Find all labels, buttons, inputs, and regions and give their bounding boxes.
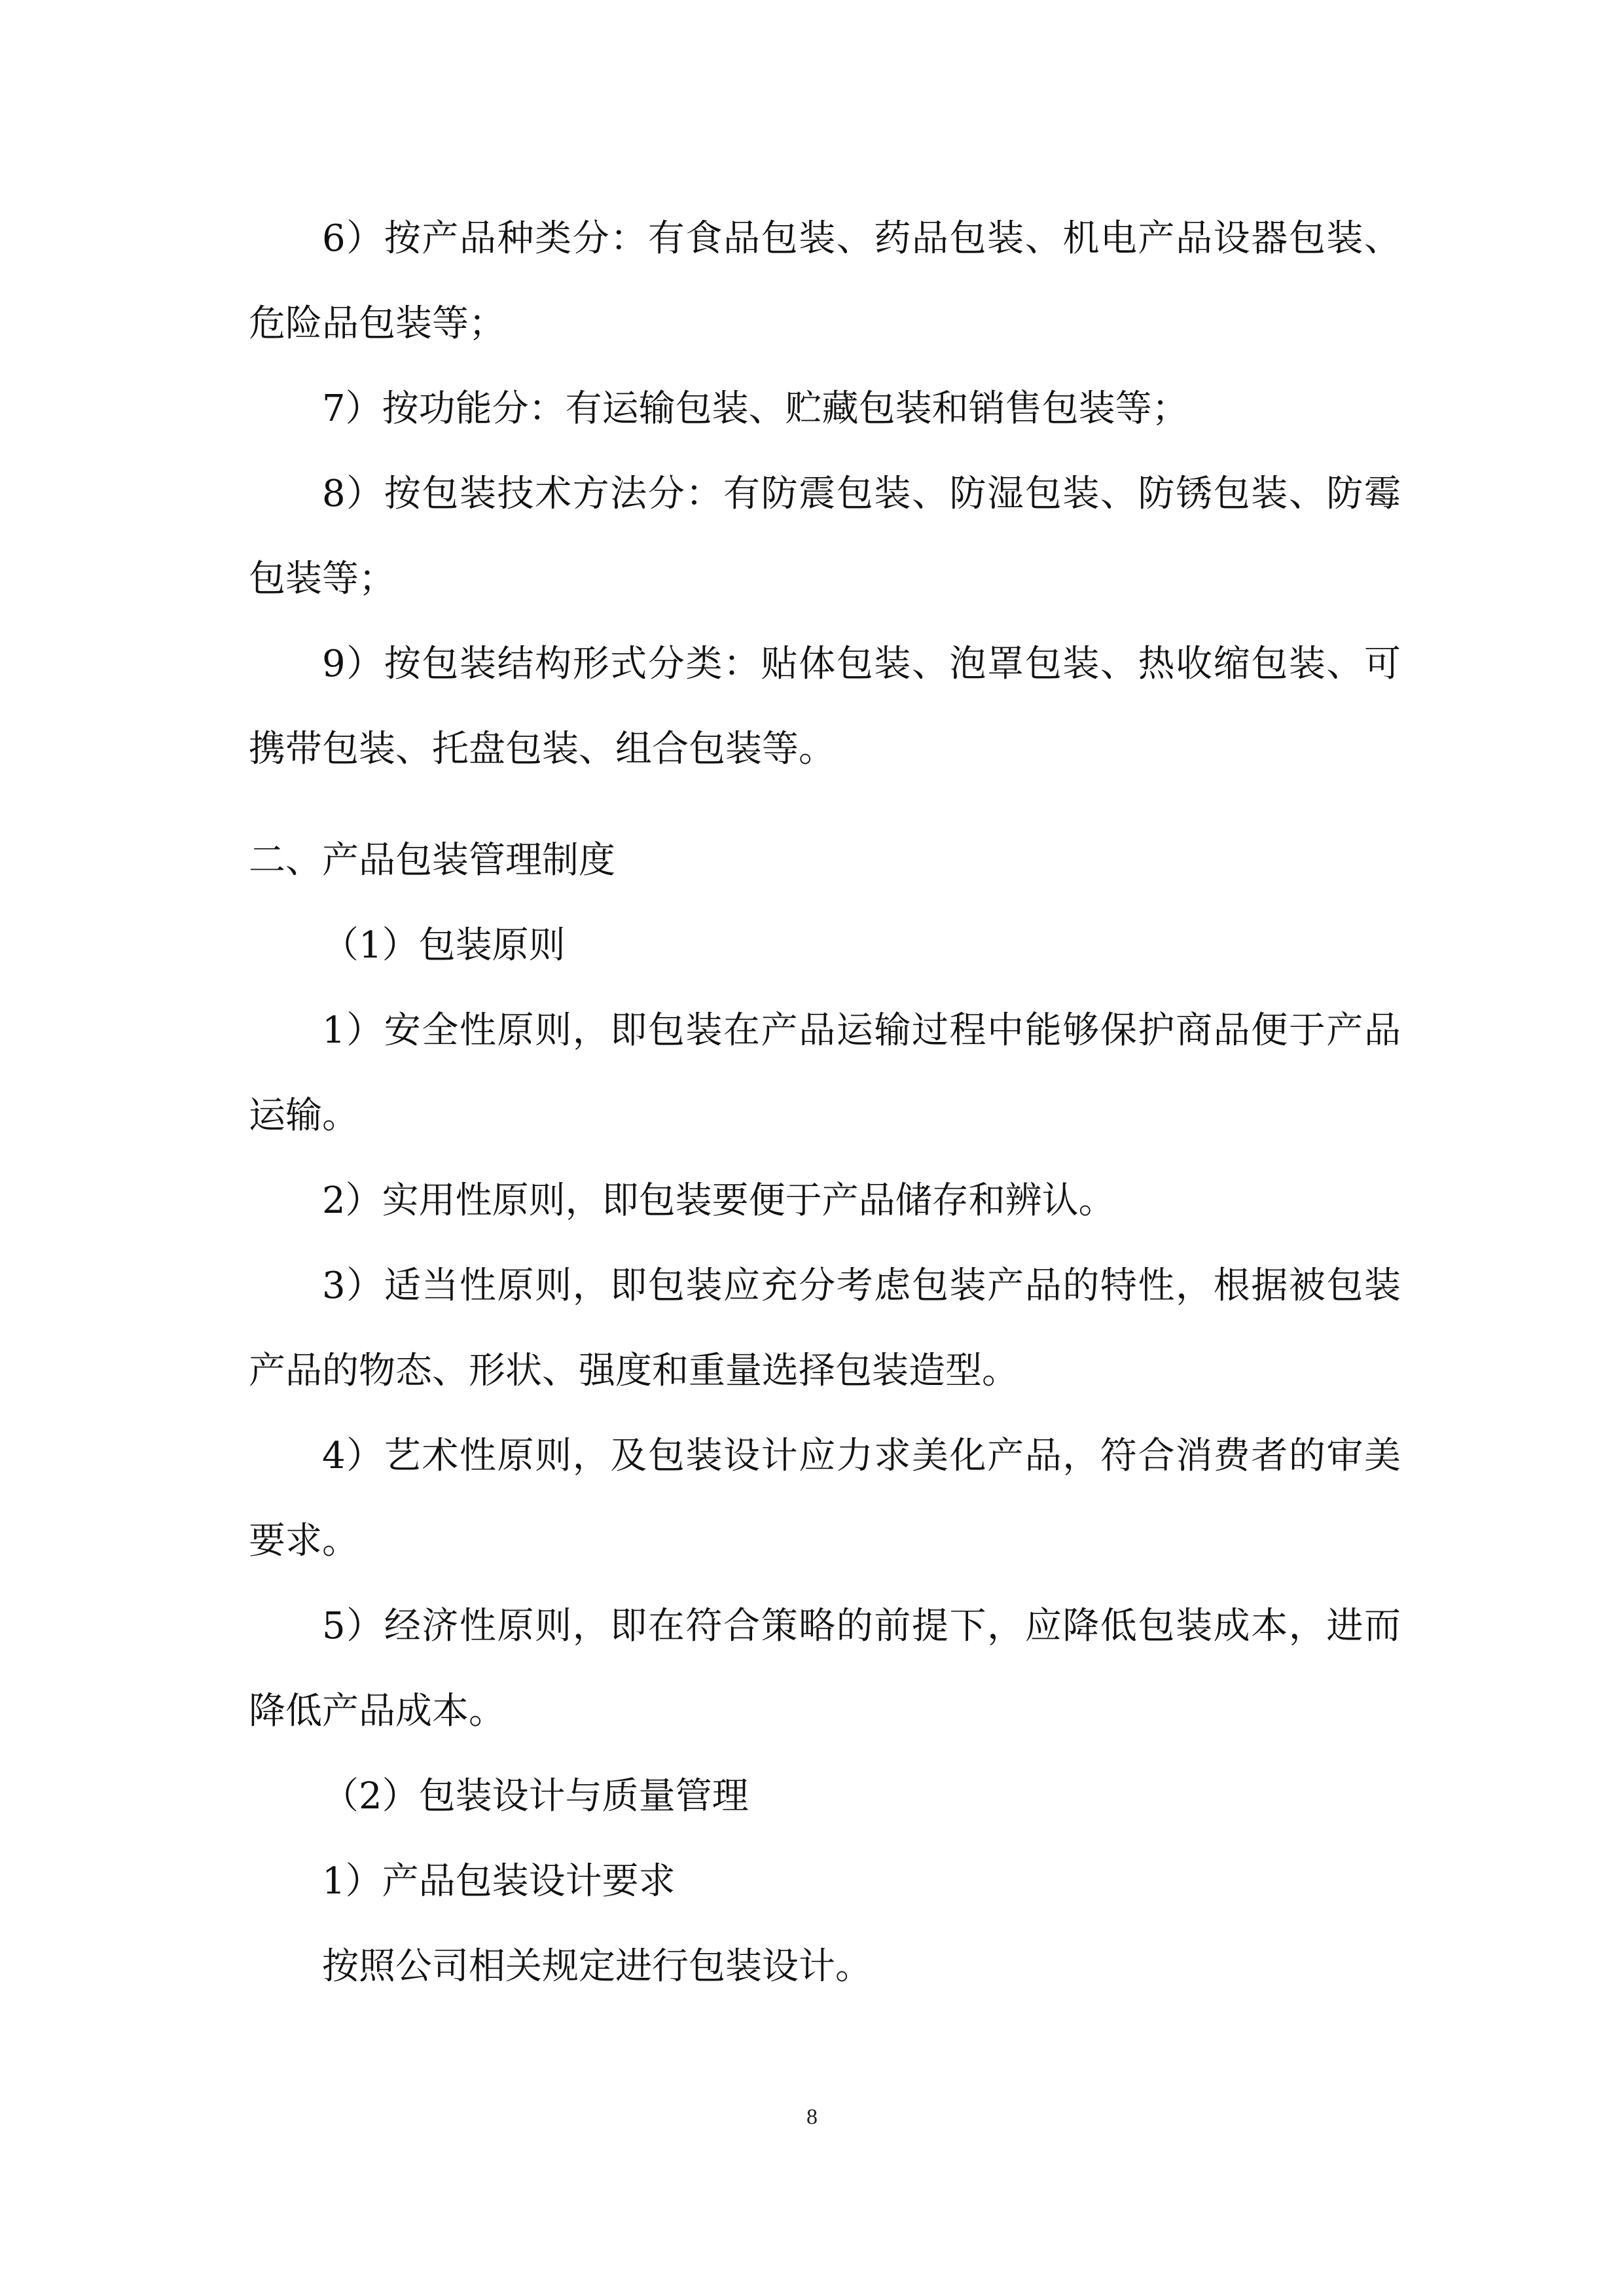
paragraph-artistic-principle: 4）艺术性原则，及包装设计应力求美化产品，符合消费者的审美要求。 [249,1435,1401,1562]
paragraph-economic-principle: 5）经济性原则，即在符合策略的前提下，应降低包装成本，进而降低产品成本。 [249,1605,1401,1732]
page-content [249,196,1401,2009]
section-heading: 二、产品包装管理制度 [249,839,615,882]
paragraph-product-type: 6）按产品种类分：有食品包装、药品包装、机电产品设器包装、危险品包装等； [249,217,1401,345]
paragraph-function: 7）按功能分：有运输包装、贮藏包装和销售包装等； [322,387,1189,430]
page-number: 8 [806,2105,818,2129]
subsection-heading-design-quality: （2）包装设计与质量管理 [322,1775,749,1818]
paragraph-structure: 9）按包装结构形式分类：贴体包装、泡罩包装、热收缩包装、可携带包装、托盘包装、组合包装等。 [249,643,1401,770]
paragraph-safety-principle: 1）安全性原则，即包装在产品运输过程中能够保护商品便于产品运输。 [249,1009,1401,1137]
paragraph-appropriate-principle: 3）适当性原则，即包装应充分考虑包装产品的特性，根据被包装产品的物态、形状、强度和重量选择包装造型。 [249,1265,1401,1392]
subsection-heading-principles: （1）包装原则 [322,924,566,967]
paragraph-practical-principle: 2）实用性原则，即包装要便于产品储存和辨认。 [322,1179,1115,1222]
paragraph-design-rule: 按照公司相关规定进行包装设计。 [322,1945,872,1988]
paragraph-technique: 8）按包装技术方法分：有防震包装、防湿包装、防锈包装、防霉包装等； [249,473,1401,600]
paragraph-design-requirements: 1）产品包装设计要求 [322,1860,676,1903]
